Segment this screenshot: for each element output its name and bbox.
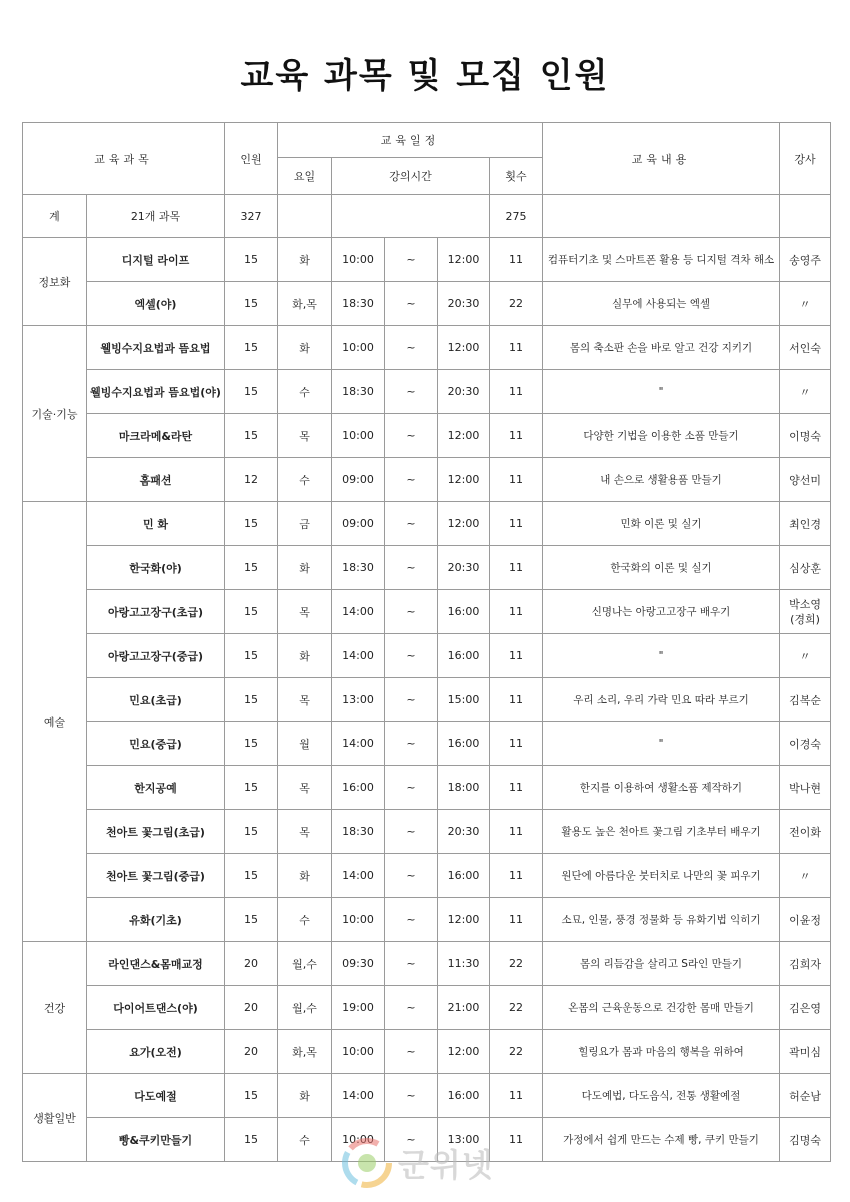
start-time-cell: 18:30 bbox=[332, 282, 385, 326]
time-separator: ~ bbox=[385, 986, 438, 1030]
count-cell: 15 bbox=[225, 546, 278, 590]
teacher-name: 송영주 bbox=[789, 253, 821, 267]
teacher-name: 최인경 bbox=[789, 517, 821, 531]
start-time-cell: 14:00 bbox=[332, 634, 385, 678]
day-cell: 화 bbox=[278, 634, 332, 678]
sessions-cell: 11 bbox=[490, 810, 543, 854]
teacher-cell bbox=[780, 634, 831, 678]
day-cell: 금 bbox=[278, 502, 332, 546]
day-cell: 화,목 bbox=[278, 1030, 332, 1074]
content-cell: 한국화의 이론 및 실기 bbox=[543, 546, 780, 590]
logo-icon bbox=[340, 1136, 394, 1190]
header-teacher: 강사 bbox=[780, 123, 831, 195]
day-cell: 수 bbox=[278, 370, 332, 414]
count-cell: 20 bbox=[225, 942, 278, 986]
end-time-cell: 12:00 bbox=[438, 1030, 490, 1074]
sessions-cell: 22 bbox=[490, 986, 543, 1030]
teacher-name: 〃 bbox=[799, 385, 811, 399]
teacher-name: 박소영 bbox=[789, 597, 821, 611]
end-time-cell: 12:00 bbox=[438, 414, 490, 458]
table-row bbox=[23, 722, 831, 766]
sessions-cell: 11 bbox=[490, 238, 543, 282]
teacher-name: 이경숙 bbox=[789, 737, 821, 751]
time-separator: ~ bbox=[385, 766, 438, 810]
time-separator: ~ bbox=[385, 546, 438, 590]
end-time-cell: 18:00 bbox=[438, 766, 490, 810]
count-cell: 15 bbox=[225, 370, 278, 414]
header-content: 교육내용 bbox=[543, 123, 780, 195]
count-cell: 15 bbox=[225, 502, 278, 546]
teacher-name: 이윤정 bbox=[789, 913, 821, 927]
count-cell: 15 bbox=[225, 722, 278, 766]
end-time-cell: 16:00 bbox=[438, 590, 490, 634]
category-cell: 예술 bbox=[23, 502, 87, 942]
end-time-cell: 12:00 bbox=[438, 458, 490, 502]
teacher-name: 심상훈 bbox=[789, 561, 821, 575]
header-schedule: 교육일정 bbox=[278, 123, 543, 158]
count-cell: 15 bbox=[225, 238, 278, 282]
subject-cell: 천아트 꽃그림(초급) bbox=[87, 810, 225, 854]
sessions-cell: 11 bbox=[490, 546, 543, 590]
subject-cell: 디지털 라이프 bbox=[87, 238, 225, 282]
time-separator: ~ bbox=[385, 590, 438, 634]
start-time-cell: 18:30 bbox=[332, 810, 385, 854]
time-separator: ~ bbox=[385, 238, 438, 282]
start-time-cell: 09:00 bbox=[332, 458, 385, 502]
subject-cell: 한국화(야) bbox=[87, 546, 225, 590]
summary-subjects: 21개 과목 bbox=[87, 195, 225, 238]
time-separator: ~ bbox=[385, 282, 438, 326]
sessions-cell: 11 bbox=[490, 502, 543, 546]
subject-cell: 빵&쿠키만들기 bbox=[87, 1118, 225, 1162]
day-cell: 화 bbox=[278, 546, 332, 590]
teacher-cell bbox=[780, 414, 831, 458]
content-cell: 활용도 높은 천아트 꽃그림 기초부터 배우기 bbox=[543, 810, 780, 854]
sessions-cell: 11 bbox=[490, 854, 543, 898]
time-separator: ~ bbox=[385, 678, 438, 722]
summary-label: 계 bbox=[23, 195, 87, 238]
start-time-cell: 10:00 bbox=[332, 326, 385, 370]
sessions-cell: 22 bbox=[490, 942, 543, 986]
sessions-cell: 11 bbox=[490, 1118, 543, 1162]
teacher-cell bbox=[780, 458, 831, 502]
start-time-cell: 10:00 bbox=[332, 898, 385, 942]
count-cell: 15 bbox=[225, 326, 278, 370]
start-time-cell: 10:00 bbox=[332, 414, 385, 458]
teacher-cell bbox=[780, 370, 831, 414]
category-cell: 생활일반 bbox=[23, 1074, 87, 1162]
count-cell: 15 bbox=[225, 810, 278, 854]
end-time-cell: 11:30 bbox=[438, 942, 490, 986]
sessions-cell: 11 bbox=[490, 414, 543, 458]
teacher-name: 허순남 bbox=[789, 1089, 821, 1103]
day-cell: 화,목 bbox=[278, 282, 332, 326]
count-cell: 15 bbox=[225, 1118, 278, 1162]
category-cell: 정보화 bbox=[23, 238, 87, 326]
teacher-name: 이명숙 bbox=[789, 429, 821, 443]
count-cell: 20 bbox=[225, 986, 278, 1030]
teacher-name: 〃 bbox=[799, 649, 811, 663]
teacher-name: 김은영 bbox=[789, 1001, 821, 1015]
subject-cell: 마크라메&라탄 bbox=[87, 414, 225, 458]
count-cell: 15 bbox=[225, 634, 278, 678]
table-row bbox=[23, 370, 831, 414]
header-time: 강의시간 bbox=[332, 158, 490, 195]
end-time-cell: 20:30 bbox=[438, 810, 490, 854]
teacher-cell bbox=[780, 1074, 831, 1118]
day-cell: 수 bbox=[278, 898, 332, 942]
table-row bbox=[23, 282, 831, 326]
time-separator: ~ bbox=[385, 942, 438, 986]
day-cell: 화 bbox=[278, 326, 332, 370]
end-time-cell: 20:30 bbox=[438, 370, 490, 414]
sessions-cell: 22 bbox=[490, 1030, 543, 1074]
end-time-cell: 15:00 bbox=[438, 678, 490, 722]
subject-cell: 민 화 bbox=[87, 502, 225, 546]
sessions-cell: 11 bbox=[490, 898, 543, 942]
sessions-cell: 11 bbox=[490, 678, 543, 722]
table-row bbox=[23, 1074, 831, 1118]
sessions-cell: 11 bbox=[490, 766, 543, 810]
end-time-cell: 16:00 bbox=[438, 1074, 490, 1118]
count-cell: 15 bbox=[225, 282, 278, 326]
header-day: 요일 bbox=[278, 158, 332, 195]
header-count: 인원 bbox=[225, 123, 278, 195]
time-separator: ~ bbox=[385, 1118, 438, 1162]
start-time-cell: 13:00 bbox=[332, 678, 385, 722]
subject-cell: 라인댄스&몸매교정 bbox=[87, 942, 225, 986]
count-cell: 20 bbox=[225, 1030, 278, 1074]
content-cell: " bbox=[543, 634, 780, 678]
content-cell: 우리 소리, 우리 가락 민요 따라 부르기 bbox=[543, 678, 780, 722]
count-cell: 15 bbox=[225, 678, 278, 722]
summary-row bbox=[23, 195, 831, 238]
content-cell: 몸의 리듬감을 살리고 S라인 만들기 bbox=[543, 942, 780, 986]
end-time-cell: 16:00 bbox=[438, 854, 490, 898]
day-cell: 목 bbox=[278, 590, 332, 634]
summary-sessions: 275 bbox=[490, 195, 543, 238]
teacher-cell bbox=[780, 1030, 831, 1074]
subject-cell: 아랑고고장구(중급) bbox=[87, 634, 225, 678]
start-time-cell: 18:30 bbox=[332, 370, 385, 414]
time-separator: ~ bbox=[385, 1030, 438, 1074]
time-separator: ~ bbox=[385, 810, 438, 854]
time-separator: ~ bbox=[385, 326, 438, 370]
subject-cell: 한지공예 bbox=[87, 766, 225, 810]
count-cell: 15 bbox=[225, 414, 278, 458]
day-cell: 화 bbox=[278, 854, 332, 898]
content-cell: 몸의 축소판 손을 바로 알고 건강 지키기 bbox=[543, 326, 780, 370]
end-time-cell: 20:30 bbox=[438, 282, 490, 326]
table-row bbox=[23, 766, 831, 810]
header-subject: 교육과목 bbox=[23, 123, 225, 195]
teacher-cell bbox=[780, 898, 831, 942]
teacher-name: 전이화 bbox=[789, 825, 821, 839]
start-time-cell: 10:00 bbox=[332, 1118, 385, 1162]
end-time-cell: 16:00 bbox=[438, 722, 490, 766]
subject-cell: 요가(오전) bbox=[87, 1030, 225, 1074]
course-table bbox=[22, 122, 831, 1162]
content-cell: " bbox=[543, 722, 780, 766]
start-time-cell: 10:00 bbox=[332, 1030, 385, 1074]
table-row bbox=[23, 546, 831, 590]
time-separator: ~ bbox=[385, 722, 438, 766]
teacher-cell bbox=[780, 546, 831, 590]
teacher-name: 박나현 bbox=[789, 781, 821, 795]
subject-cell: 홈패션 bbox=[87, 458, 225, 502]
content-cell: 신명나는 아랑고고장구 배우기 bbox=[543, 590, 780, 634]
sessions-cell: 11 bbox=[490, 326, 543, 370]
sessions-cell: 11 bbox=[490, 458, 543, 502]
end-time-cell: 12:00 bbox=[438, 326, 490, 370]
start-time-cell: 19:00 bbox=[332, 986, 385, 1030]
teacher-cell bbox=[780, 810, 831, 854]
table-row bbox=[23, 854, 831, 898]
subject-cell: 유화(기초) bbox=[87, 898, 225, 942]
sessions-cell: 11 bbox=[490, 590, 543, 634]
table-row bbox=[23, 942, 831, 986]
watermark-text: 군위넷 bbox=[398, 1146, 494, 1184]
day-cell: 목 bbox=[278, 810, 332, 854]
time-separator: ~ bbox=[385, 414, 438, 458]
count-cell: 15 bbox=[225, 1074, 278, 1118]
teacher-name: 김복순 bbox=[789, 693, 821, 707]
start-time-cell: 14:00 bbox=[332, 854, 385, 898]
teacher-name: 김희자 bbox=[789, 957, 821, 971]
teacher-cell bbox=[780, 238, 831, 282]
day-cell: 수 bbox=[278, 1118, 332, 1162]
subject-cell: 다도예절 bbox=[87, 1074, 225, 1118]
end-time-cell: 12:00 bbox=[438, 238, 490, 282]
content-cell: 가정에서 쉽게 만드는 수제 빵, 쿠키 만들기 bbox=[543, 1118, 780, 1162]
subject-cell: 웰빙수지요법과 뜸요법(야) bbox=[87, 370, 225, 414]
day-cell: 목 bbox=[278, 414, 332, 458]
sessions-cell: 11 bbox=[490, 1074, 543, 1118]
content-cell: 민화 이론 및 실기 bbox=[543, 502, 780, 546]
subject-cell: 민요(중급) bbox=[87, 722, 225, 766]
table-row bbox=[23, 678, 831, 722]
content-cell: 한지를 이용하여 생활소품 제작하기 bbox=[543, 766, 780, 810]
teacher-name: 김명숙 bbox=[789, 1133, 821, 1147]
sessions-cell: 11 bbox=[490, 370, 543, 414]
sessions-cell: 22 bbox=[490, 282, 543, 326]
time-separator: ~ bbox=[385, 502, 438, 546]
category-cell: 기술·기능 bbox=[23, 326, 87, 502]
content-cell: 소묘, 인물, 풍경 정물화 등 유화기법 익히기 bbox=[543, 898, 780, 942]
start-time-cell: 14:00 bbox=[332, 722, 385, 766]
time-separator: ~ bbox=[385, 634, 438, 678]
subject-cell: 아랑고고장구(초급) bbox=[87, 590, 225, 634]
time-separator: ~ bbox=[385, 898, 438, 942]
header-sessions: 횟수 bbox=[490, 158, 543, 195]
content-cell: 컴퓨터기초 및 스마트폰 활용 등 디지털 격차 해소 bbox=[543, 238, 780, 282]
end-time-cell: 20:30 bbox=[438, 546, 490, 590]
teacher-cell bbox=[780, 502, 831, 546]
content-cell: 온몸의 근육운동으로 건강한 몸매 만들기 bbox=[543, 986, 780, 1030]
time-separator: ~ bbox=[385, 854, 438, 898]
count-cell: 12 bbox=[225, 458, 278, 502]
table-row bbox=[23, 326, 831, 370]
teacher-cell bbox=[780, 326, 831, 370]
day-cell: 월,수 bbox=[278, 942, 332, 986]
count-cell: 15 bbox=[225, 590, 278, 634]
teacher-cell bbox=[780, 590, 831, 634]
teacher-name: 곽미심 bbox=[789, 1045, 821, 1059]
end-time-cell: 12:00 bbox=[438, 502, 490, 546]
table-row bbox=[23, 810, 831, 854]
teacher-name: 양선미 bbox=[789, 473, 821, 487]
subject-cell: 민요(초급) bbox=[87, 678, 225, 722]
table-row bbox=[23, 898, 831, 942]
sessions-cell: 11 bbox=[490, 722, 543, 766]
teacher-cell bbox=[780, 722, 831, 766]
content-cell: 실무에 사용되는 엑셀 bbox=[543, 282, 780, 326]
teacher-name: 〃 bbox=[799, 869, 811, 883]
content-cell: 다양한 기법을 이용한 소품 만들기 bbox=[543, 414, 780, 458]
table-row bbox=[23, 238, 831, 282]
day-cell: 화 bbox=[278, 238, 332, 282]
start-time-cell: 18:30 bbox=[332, 546, 385, 590]
day-cell: 화 bbox=[278, 1074, 332, 1118]
table-row bbox=[23, 986, 831, 1030]
content-cell: 힐링요가 몸과 마음의 행복을 위하여 bbox=[543, 1030, 780, 1074]
start-time-cell: 09:30 bbox=[332, 942, 385, 986]
content-cell: " bbox=[543, 370, 780, 414]
watermark bbox=[340, 1136, 494, 1190]
end-time-cell: 12:00 bbox=[438, 898, 490, 942]
table-row bbox=[23, 590, 831, 634]
content-cell: 다도예법, 다도음식, 전통 생활예절 bbox=[543, 1074, 780, 1118]
day-cell: 목 bbox=[278, 766, 332, 810]
content-cell: 내 손으로 생활용품 만들기 bbox=[543, 458, 780, 502]
teacher-name-note: (경희) bbox=[790, 612, 820, 626]
teacher-cell bbox=[780, 282, 831, 326]
teacher-name: 〃 bbox=[799, 297, 811, 311]
day-cell: 목 bbox=[278, 678, 332, 722]
time-separator: ~ bbox=[385, 370, 438, 414]
count-cell: 15 bbox=[225, 854, 278, 898]
table-row bbox=[23, 458, 831, 502]
start-time-cell: 14:00 bbox=[332, 1074, 385, 1118]
page-title: 교육 과목 및 모집 인원 bbox=[240, 56, 610, 96]
table-row bbox=[23, 634, 831, 678]
subject-cell: 웰빙수지요법과 뜸요법 bbox=[87, 326, 225, 370]
end-time-cell: 13:00 bbox=[438, 1118, 490, 1162]
day-cell: 수 bbox=[278, 458, 332, 502]
subject-cell: 천아트 꽃그림(중급) bbox=[87, 854, 225, 898]
end-time-cell: 21:00 bbox=[438, 986, 490, 1030]
start-time-cell: 10:00 bbox=[332, 238, 385, 282]
teacher-cell bbox=[780, 678, 831, 722]
category-cell: 건강 bbox=[23, 942, 87, 1074]
teacher-cell bbox=[780, 766, 831, 810]
start-time-cell: 09:00 bbox=[332, 502, 385, 546]
end-time-cell: 16:00 bbox=[438, 634, 490, 678]
time-separator: ~ bbox=[385, 458, 438, 502]
subject-cell: 다이어트댄스(야) bbox=[87, 986, 225, 1030]
day-cell: 월 bbox=[278, 722, 332, 766]
start-time-cell: 14:00 bbox=[332, 590, 385, 634]
summary-count: 327 bbox=[225, 195, 278, 238]
start-time-cell: 16:00 bbox=[332, 766, 385, 810]
time-separator: ~ bbox=[385, 1074, 438, 1118]
count-cell: 15 bbox=[225, 898, 278, 942]
subject-cell: 엑셀(야) bbox=[87, 282, 225, 326]
teacher-cell bbox=[780, 986, 831, 1030]
table-row bbox=[23, 414, 831, 458]
table-row bbox=[23, 502, 831, 546]
sessions-cell: 11 bbox=[490, 634, 543, 678]
teacher-cell bbox=[780, 854, 831, 898]
content-cell: 원단에 아름다운 붓터치로 나만의 꽃 피우기 bbox=[543, 854, 780, 898]
count-cell: 15 bbox=[225, 766, 278, 810]
teacher-name: 서인숙 bbox=[789, 341, 821, 355]
table-row bbox=[23, 1030, 831, 1074]
teacher-cell bbox=[780, 942, 831, 986]
day-cell: 월,수 bbox=[278, 986, 332, 1030]
teacher-cell bbox=[780, 1118, 831, 1162]
